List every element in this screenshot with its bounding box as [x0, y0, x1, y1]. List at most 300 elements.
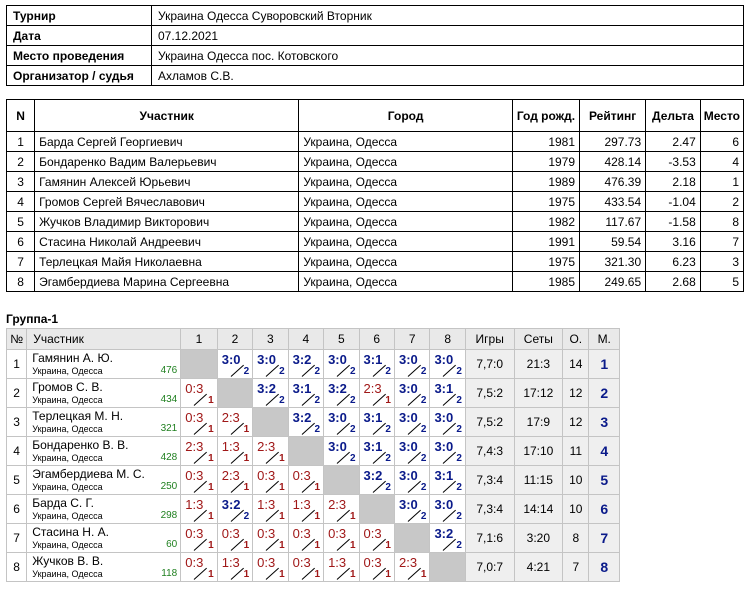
group-self-cell — [288, 437, 323, 466]
group-player-sub — [32, 510, 177, 522]
group-result-cell — [394, 408, 429, 437]
participant-year: 1989 — [512, 172, 579, 192]
participant-name: Барда Сергей Георгиевич — [35, 132, 299, 152]
group-result-cell — [430, 495, 465, 524]
match-result — [395, 379, 429, 407]
match-points: 2 — [456, 453, 462, 464]
participant-rating: 476.39 — [580, 172, 646, 192]
group-result-cell — [324, 437, 359, 466]
group-player-name: Стасина Н. А. — [32, 524, 109, 539]
group-place: 7 — [589, 524, 620, 553]
group-games: 7,3:4 — [465, 466, 514, 495]
group-result-cell — [394, 553, 429, 582]
match-result — [430, 379, 464, 407]
info-value: Украина Одесса пос. Котовского — [152, 46, 744, 66]
match-result — [360, 350, 394, 378]
group-result-cell — [430, 437, 465, 466]
participant-city: Украина, Одесса — [299, 212, 513, 232]
match-score: 2:3 — [185, 439, 204, 454]
group-place: 5 — [589, 466, 620, 495]
match-result — [360, 524, 394, 552]
participant-delta: 3.16 — [646, 232, 701, 252]
match-result — [253, 379, 287, 407]
match-score: 3:1 — [292, 381, 312, 396]
match-result — [218, 437, 252, 465]
participant-year: 1985 — [512, 272, 579, 292]
participant-name: Терлецкая Майя Николаевна — [35, 252, 299, 272]
col-place: Место — [700, 100, 743, 132]
match-points: 1 — [208, 424, 214, 435]
match-points: 2 — [385, 366, 391, 377]
group-col-points: О. — [563, 329, 589, 350]
group-row — [7, 553, 620, 582]
match-score: 0:3 — [363, 526, 382, 541]
match-score: 2:3 — [398, 555, 418, 570]
match-result — [395, 553, 429, 581]
group-sets: 17:10 — [514, 437, 563, 466]
match-result — [289, 553, 323, 581]
group-col-7: 7 — [394, 329, 429, 350]
match-score: 3:2 — [257, 381, 276, 396]
group-result-cell — [430, 408, 465, 437]
match-score: 3:0 — [221, 352, 241, 367]
participant-rating: 297.73 — [580, 132, 646, 152]
group-player-sub — [32, 481, 177, 493]
group-result-cell — [359, 466, 394, 495]
group-result-cell — [181, 524, 217, 553]
match-points: 1 — [314, 569, 321, 580]
participant-year: 1982 — [512, 212, 579, 232]
participant-place: 2 — [700, 192, 743, 212]
match-score: 0:3 — [185, 468, 204, 483]
col-birth-year: Год рожд. — [512, 100, 579, 132]
match-score: 3:2 — [292, 352, 312, 367]
match-points: 1 — [243, 424, 250, 435]
match-score: 3:2 — [292, 410, 312, 425]
match-result — [324, 495, 358, 523]
match-result — [395, 437, 429, 465]
match-result — [289, 408, 323, 436]
group-place: 6 — [589, 495, 620, 524]
group-result-cell — [288, 408, 323, 437]
participant-row — [7, 232, 744, 252]
info-row — [7, 66, 744, 86]
group-player-city: Украина, Одесса — [32, 394, 103, 405]
match-result — [289, 466, 323, 494]
group-games: 7,7:0 — [465, 350, 514, 379]
group-result-cell — [217, 408, 252, 437]
match-score: 0:3 — [185, 381, 204, 396]
match-points: 1 — [208, 482, 214, 493]
group-result-cell — [324, 350, 359, 379]
match-score: 1:3 — [185, 497, 204, 512]
group-player-cell — [27, 466, 181, 495]
participant-place: 8 — [700, 212, 743, 232]
participant-year: 1975 — [512, 252, 579, 272]
group-result-cell — [324, 553, 359, 582]
group-result-cell — [181, 553, 217, 582]
match-score: 0:3 — [257, 468, 276, 483]
participant-row — [7, 212, 744, 232]
match-points: 2 — [456, 482, 462, 493]
group-result-cell — [359, 350, 394, 379]
match-score: 2:3 — [328, 497, 347, 512]
info-label: Дата — [7, 26, 152, 46]
group-player-city: Украина, Одесса — [32, 452, 103, 463]
match-result — [430, 437, 464, 465]
match-result — [430, 466, 464, 494]
match-points: 2 — [349, 366, 356, 377]
match-score: 3:0 — [434, 497, 454, 512]
match-score: 1:3 — [292, 497, 311, 512]
match-result — [289, 350, 323, 378]
participant-n: 8 — [7, 272, 35, 292]
col-n: N — [7, 100, 35, 132]
match-points: 1 — [208, 540, 214, 551]
participant-year: 1991 — [512, 232, 579, 252]
group-row-num: 4 — [7, 437, 27, 466]
participant-year: 1981 — [512, 132, 579, 152]
participant-name: Жучков Владимир Викторович — [35, 212, 299, 232]
group-result-cell — [394, 350, 429, 379]
participant-row — [7, 152, 744, 172]
group-sets: 17:9 — [514, 408, 563, 437]
match-points: 2 — [349, 453, 356, 464]
match-result — [360, 553, 394, 581]
group-result-cell — [288, 524, 323, 553]
group-player-sub — [32, 394, 177, 406]
group-result-cell — [288, 466, 323, 495]
group-self-cell — [359, 495, 394, 524]
match-points: 2 — [385, 482, 391, 493]
participant-year: 1975 — [512, 192, 579, 212]
match-points: 1 — [279, 569, 285, 580]
match-score: 1:3 — [221, 555, 240, 570]
group-result-cell — [324, 408, 359, 437]
participant-n: 1 — [7, 132, 35, 152]
group-result-cell — [288, 553, 323, 582]
participant-city: Украина, Одесса — [299, 132, 513, 152]
match-points: 2 — [243, 511, 250, 522]
group-player-rating: 298 — [160, 509, 178, 521]
group-result-cell — [430, 466, 465, 495]
match-score: 3:0 — [398, 497, 418, 512]
group-player-name: Громов С. В. — [32, 379, 103, 394]
match-points: 1 — [243, 453, 250, 464]
match-points: 1 — [349, 569, 356, 580]
group-games: 7,4:3 — [465, 437, 514, 466]
participant-delta: 6.23 — [646, 252, 701, 272]
group-result-cell — [430, 524, 465, 553]
group-player-sub — [32, 568, 177, 580]
group-place: 8 — [589, 553, 620, 582]
group-result-cell — [324, 524, 359, 553]
match-points: 2 — [314, 395, 321, 406]
group-player-name: Гамянин А. Ю. — [32, 350, 113, 365]
match-result — [430, 524, 464, 552]
group-result-cell — [359, 553, 394, 582]
group-result-cell — [394, 466, 429, 495]
group-player-sub — [32, 452, 177, 464]
group-sets: 21:3 — [514, 350, 563, 379]
group-place: 3 — [589, 408, 620, 437]
group-result-cell — [288, 379, 323, 408]
group-result-cell — [324, 379, 359, 408]
participant-city: Украина, Одесса — [299, 252, 513, 272]
participant-delta: -1.58 — [646, 212, 701, 232]
participant-city: Украина, Одесса — [299, 232, 513, 252]
match-result — [253, 553, 287, 581]
match-points: 1 — [314, 511, 321, 522]
group-row-num: 5 — [7, 466, 27, 495]
match-points: 1 — [279, 540, 285, 551]
match-result — [218, 524, 252, 552]
group-col-2: 2 — [217, 329, 252, 350]
match-points: 2 — [456, 395, 462, 406]
group-place: 4 — [589, 437, 620, 466]
group-row-num: 1 — [7, 350, 27, 379]
match-score: 0:3 — [292, 555, 311, 570]
group-result-cell — [217, 466, 252, 495]
match-result — [218, 553, 252, 581]
match-score: 3:0 — [328, 352, 347, 367]
match-result — [181, 466, 216, 494]
group-sets: 11:15 — [514, 466, 563, 495]
match-result — [289, 524, 323, 552]
match-points: 2 — [349, 424, 356, 435]
match-points: 1 — [279, 453, 285, 464]
group-result-cell — [359, 379, 394, 408]
group-result-cell — [217, 495, 252, 524]
group-col-4: 4 — [288, 329, 323, 350]
match-score: 3:1 — [434, 468, 454, 483]
group-result-cell — [253, 437, 288, 466]
match-result — [324, 350, 358, 378]
match-points: 2 — [385, 453, 391, 464]
match-points: 2 — [420, 395, 427, 406]
group-place: 1 — [589, 350, 620, 379]
group-points: 12 — [563, 379, 589, 408]
match-points: 2 — [385, 424, 391, 435]
group-result-cell — [253, 379, 288, 408]
group-points: 7 — [563, 553, 589, 582]
participant-rating: 433.54 — [580, 192, 646, 212]
info-value: Украина Одесса Суворовский Вторник — [152, 6, 744, 26]
group-result-cell — [288, 350, 323, 379]
group-sets: 17:12 — [514, 379, 563, 408]
group-row-num: 8 — [7, 553, 27, 582]
group-self-cell — [394, 524, 429, 553]
group-row — [7, 524, 620, 553]
participant-place: 5 — [700, 272, 743, 292]
match-score: 3:2 — [328, 381, 347, 396]
match-score: 0:3 — [221, 526, 240, 541]
match-points: 2 — [420, 424, 427, 435]
group-result-cell — [430, 350, 465, 379]
group-row — [7, 495, 620, 524]
match-points: 1 — [208, 511, 214, 522]
group-row — [7, 408, 620, 437]
group-points: 12 — [563, 408, 589, 437]
participant-row — [7, 132, 744, 152]
group-col-sets: Сеты — [514, 329, 563, 350]
info-row — [7, 46, 744, 66]
match-result — [395, 466, 429, 494]
participant-place: 1 — [700, 172, 743, 192]
group-player-city: Украина, Одесса — [32, 365, 103, 376]
participant-delta: -3.53 — [646, 152, 701, 172]
group-player-cell — [27, 553, 181, 582]
match-score: 3:0 — [328, 439, 347, 454]
match-points: 2 — [279, 395, 285, 406]
group-sets: 3:20 — [514, 524, 563, 553]
group-col-1: 1 — [181, 329, 217, 350]
group-player-rating: 321 — [160, 422, 178, 434]
group-player-rating: 476 — [160, 364, 178, 376]
match-result — [253, 350, 287, 378]
match-score: 3:0 — [257, 352, 276, 367]
group-result-cell — [217, 437, 252, 466]
group-title: Группа-1 — [6, 312, 59, 326]
group-result-cell — [253, 495, 288, 524]
group-player-rating: 118 — [161, 567, 178, 579]
participant-n: 6 — [7, 232, 35, 252]
group-row-num: 7 — [7, 524, 27, 553]
group-col-6: 6 — [359, 329, 394, 350]
group-player-name: Эгамбердиева М. С. — [32, 466, 145, 481]
match-score: 1:3 — [328, 555, 347, 570]
participants-table — [6, 99, 744, 292]
participant-name: Гамянин Алексей Юрьевич — [35, 172, 299, 192]
group-player-rating: 60 — [166, 538, 178, 550]
group-sets: 4:21 — [514, 553, 563, 582]
participant-place: 6 — [700, 132, 743, 152]
match-score: 3:0 — [328, 410, 347, 425]
group-games: 7,0:7 — [465, 553, 514, 582]
participant-row — [7, 252, 744, 272]
match-points: 2 — [279, 366, 285, 377]
match-score: 3:0 — [398, 468, 418, 483]
match-score: 3:0 — [398, 410, 418, 425]
match-points: 2 — [420, 366, 427, 377]
group-result-cell — [359, 408, 394, 437]
participant-delta: -1.04 — [646, 192, 701, 212]
match-points: 1 — [208, 395, 214, 406]
group-player-cell — [27, 495, 181, 524]
match-score: 0:3 — [257, 526, 276, 541]
group-result-cell — [217, 553, 252, 582]
match-points: 1 — [420, 569, 427, 580]
group-player-name: Терлецкая М. Н. — [32, 408, 124, 423]
match-result — [181, 408, 216, 436]
participant-city: Украина, Одесса — [299, 192, 513, 212]
group-row-num: 3 — [7, 408, 27, 437]
group-place: 2 — [589, 379, 620, 408]
match-score: 3:0 — [398, 352, 418, 367]
match-points: 1 — [208, 453, 214, 464]
group-result-cell — [359, 437, 394, 466]
participant-delta: 2.68 — [646, 272, 701, 292]
group-player-cell — [27, 437, 181, 466]
match-score: 3:0 — [434, 410, 454, 425]
participant-row — [7, 172, 744, 192]
group-points: 10 — [563, 466, 589, 495]
col-city: Город — [299, 100, 513, 132]
group-player-cell — [27, 408, 181, 437]
match-score: 2:3 — [221, 468, 240, 483]
participant-rating: 117.67 — [580, 212, 646, 232]
match-result — [253, 524, 287, 552]
group-self-cell — [324, 466, 359, 495]
group-result-cell — [253, 553, 288, 582]
match-points: 1 — [314, 482, 321, 493]
info-row — [7, 26, 744, 46]
participant-city: Украина, Одесса — [299, 152, 513, 172]
group-col-num: № — [7, 329, 27, 350]
participant-rating: 59.54 — [580, 232, 646, 252]
match-result — [324, 524, 358, 552]
match-score: 0:3 — [185, 555, 204, 570]
participant-n: 3 — [7, 172, 35, 192]
match-score: 3:2 — [434, 526, 454, 541]
group-self-cell — [217, 379, 252, 408]
match-score: 3:1 — [363, 439, 383, 454]
match-points: 2 — [420, 511, 427, 522]
group-player-city: Украина, Одесса — [32, 510, 103, 521]
match-score: 2:3 — [257, 439, 276, 454]
group-row-num: 6 — [7, 495, 27, 524]
match-score: 1:3 — [221, 439, 240, 454]
group-player-city: Украина, Одесса — [32, 539, 103, 550]
match-points: 2 — [420, 453, 427, 464]
match-score: 0:3 — [328, 526, 347, 541]
group-result-cell — [253, 350, 288, 379]
match-points: 1 — [314, 540, 321, 551]
group-self-cell — [430, 553, 465, 582]
group-player-city: Украина, Одесса — [32, 481, 103, 492]
group-player-city: Украина, Одесса — [32, 568, 103, 579]
match-points: 1 — [208, 569, 214, 580]
group-games: 7,5:2 — [465, 379, 514, 408]
group-player-sub — [32, 539, 177, 551]
match-score: 2:3 — [363, 381, 382, 396]
match-score: 3:0 — [398, 439, 418, 454]
match-result — [218, 408, 252, 436]
group-player-name: Бондаренко В. В. — [32, 437, 129, 452]
match-score: 0:3 — [185, 526, 204, 541]
group-result-cell — [253, 524, 288, 553]
group-player-cell — [27, 524, 181, 553]
group-row-num: 2 — [7, 379, 27, 408]
info-label: Турнир — [7, 6, 152, 26]
group-games: 7,5:2 — [465, 408, 514, 437]
tournament-info-table — [6, 5, 744, 86]
match-points: 1 — [243, 482, 250, 493]
group-player-rating: 428 — [160, 451, 178, 463]
match-points: 1 — [385, 395, 391, 406]
match-result — [324, 553, 358, 581]
match-points: 2 — [349, 395, 356, 406]
match-result — [395, 350, 429, 378]
group-self-cell — [181, 350, 217, 379]
participant-rating: 428.14 — [580, 152, 646, 172]
match-score: 0:3 — [257, 555, 276, 570]
group-result-cell — [288, 495, 323, 524]
match-score: 1:3 — [257, 497, 276, 512]
match-score: 0:3 — [292, 526, 311, 541]
match-result — [181, 495, 216, 523]
participant-rating: 321.30 — [580, 252, 646, 272]
